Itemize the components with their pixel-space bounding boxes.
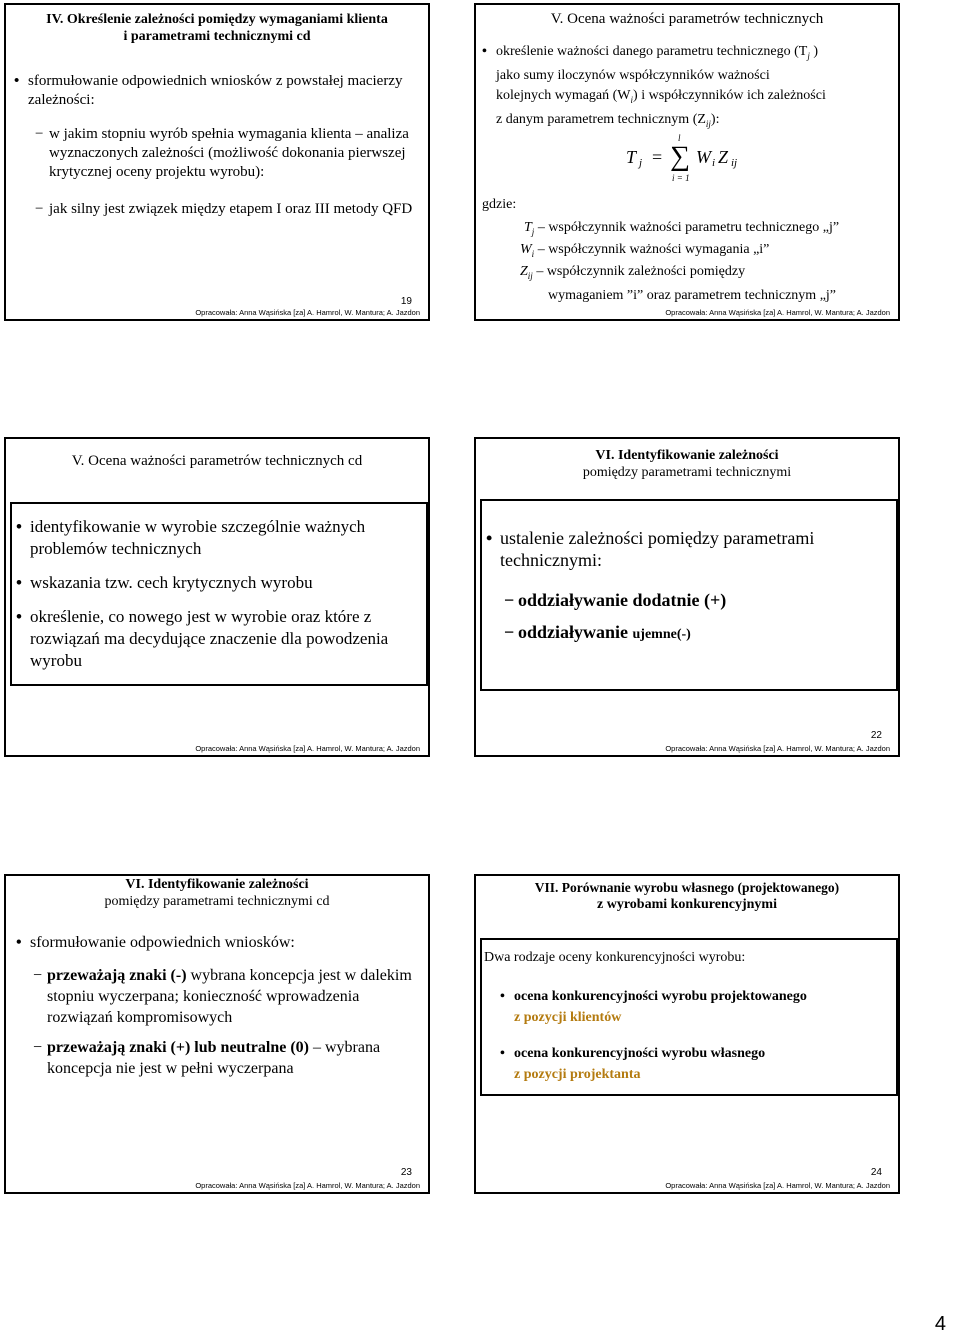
bullet-establish: • ustalenie zależności pomiędzy parametrami technicznymi:	[500, 527, 890, 571]
title-line-2: pomiędzy parametrami technicznymi	[582, 465, 792, 480]
content-box	[10, 502, 428, 686]
dash-link: − jak silny jest związek między etapem I oraz III metody QFD	[49, 200, 424, 219]
title-line-2: z wyrobami konkurencyjnymi	[597, 897, 777, 912]
text-part: określenie ważności danego parametru technicznego (T	[496, 44, 808, 59]
def-text: współczynnik zależności pomiędzy	[546, 264, 746, 279]
bullet-critical: • wskazania tzw. cech krytycznych wyrobu	[30, 572, 420, 594]
slide-22	[474, 437, 900, 757]
page-number: 4	[934, 1313, 946, 1335]
dash-plus	[47, 1037, 422, 1079]
slide-footer: Opracowała: Anna Wąsińska [za] A. Hamrol, W. Mantura; A. Jazdon	[195, 308, 420, 317]
slide-footer: Opracowała: Anna Wąsińska [za] A. Hamrol, W. Mantura; A. Jazdon	[665, 744, 890, 753]
bullet-designer	[514, 1043, 894, 1085]
bullet-conclusions: • sformułowanie odpowiednich wniosków z powstałej macierzy zależności:	[28, 72, 418, 110]
def-Z: $Z_{ij}$ – współczynnik zależności pomiędzy	[520, 264, 746, 281]
slide-22-title	[476, 447, 898, 481]
text-part: – wybrana koncepcja nie jest w pełni wyczerpana	[47, 1039, 381, 1077]
dash-negative	[518, 621, 888, 646]
text-part: z danym parametrem technicznym (Z	[496, 111, 706, 127]
gdzie-label: gdzie:	[482, 197, 517, 212]
bullet-importance: • określenie ważności danego parametru technicznego ($T_j$ ) jako sumy iloczynów współczynników ważności kolejnych wymagań $(W_i)$ i współczynników ich zależności z danym parametrem technicznym $(Z_{ij})$:	[496, 42, 896, 133]
dash-degree: − w jakim stopniu wyrób spełnia wymagania klienta – analiza wyznaczonych zależności (możliwość dokonania pierwszej krytycznej oceny projektu wyrobu):	[49, 125, 419, 182]
def-text: współczynnik ważności wymagania „i”	[548, 242, 770, 257]
slide-20-title: V. Ocena ważności parametrów technicznych	[550, 11, 824, 27]
slide-24	[474, 874, 900, 1194]
content-box	[480, 938, 898, 1096]
text-part: jako sumy iloczynów współczynników ważności	[496, 67, 770, 83]
slide-21	[4, 437, 430, 757]
formula	[626, 133, 746, 185]
dash-minus	[47, 965, 422, 1028]
slide-number: 22	[870, 730, 882, 741]
slide-footer: Opracowała: Anna Wąsińska [za] A. Hamrol, W. Mantura; A. Jazdon	[665, 1181, 890, 1190]
text-part: przeważają znaki (+) lub neutralne (0)	[47, 1039, 309, 1056]
slide-24-title	[476, 879, 898, 913]
formula-T-sub: j	[639, 157, 643, 169]
def-text: współczynnik ważności parametru technicznego „j”	[548, 220, 840, 235]
text-part: wybrana koncepcja jest w dalekim stopniu wyczerpana; konieczność wprowadzenia rozwiązań kompromisowych	[47, 967, 412, 1026]
formula-eq: =	[652, 147, 663, 167]
slide-23-title	[6, 876, 428, 910]
formula-W-sub: i	[712, 157, 716, 169]
slide-footer: Opracowała: Anna Wąsińska [za] A. Hamrol, W. Mantura; A. Jazdon	[195, 744, 420, 753]
dash-positive: − oddziaływanie dodatnie (+)	[518, 589, 888, 611]
slide-23	[4, 874, 430, 1194]
formula-bottom: i = 1	[672, 173, 690, 183]
slide-footer: Opracowała: Anna Wąsińska [za] A. Hamrol, W. Mantura; A. Jazdon	[665, 308, 890, 317]
slide-footer: Opracowała: Anna Wąsińska [za] A. Hamrol, W. Mantura; A. Jazdon	[195, 1181, 420, 1190]
text-part: kolejnych wymagań (W	[496, 87, 631, 103]
slide-19-title	[6, 11, 428, 45]
title-line-2: pomiędzy parametrami technicznymi cd	[104, 894, 330, 909]
title-line-1: IV. Określenie zależności pomiędzy wymaganiami klienta	[46, 12, 388, 27]
text-part: ocena konkurencyjności wyrobu projektowanego	[514, 989, 807, 1004]
title-line-1: VI. Identyfikowanie zależności	[595, 448, 779, 463]
formula-sum: ∑	[670, 141, 690, 172]
slide-20	[474, 3, 900, 321]
slide-19	[4, 3, 430, 321]
text-part: oddziaływanie	[518, 622, 629, 642]
bullet-conclusions: • sformułowanie odpowiednich wniosków:	[30, 933, 420, 952]
title-line-2: i parametrami technicznymi cd	[123, 29, 311, 44]
slide-number: 23	[400, 1167, 412, 1178]
formula-W: W	[696, 147, 711, 167]
slide-21-title: V. Ocena ważności parametrów technicznych cd	[71, 453, 363, 469]
intro-text: Dwa rodzaje oceny konkurencyjności wyrobu:	[484, 950, 746, 965]
slide-number: 24	[870, 1167, 882, 1178]
formula-T: T	[626, 147, 637, 167]
def-W: $W_i$ – współczynnik ważności wymagania „i”	[520, 242, 770, 259]
text-part: z pozycji projektanta	[514, 1067, 641, 1082]
formula-Z: Z	[718, 147, 729, 167]
slide-number: 19	[400, 296, 412, 307]
bullet-client	[514, 986, 894, 1028]
content-box	[480, 499, 898, 691]
text-part: z pozycji klientów	[514, 1010, 622, 1025]
formula-top: l	[678, 133, 681, 143]
title-line-1: VI. Identyfikowanie zależności	[125, 877, 309, 892]
text-part: ujemne(-)	[632, 627, 691, 642]
text-part: ocena konkurencyjności wyrobu własnego	[514, 1046, 766, 1061]
text-part: przeważają znaki (-)	[47, 967, 187, 984]
def-T: $T_j$ – współczynnik ważności parametru technicznego „j”	[524, 220, 840, 237]
def-Z-cont: wymaganiem ”i” oraz parametrem technicznym „j”	[548, 288, 837, 303]
title-line-1: VII. Porównanie wyrobu własnego (projektowanego)	[534, 880, 840, 895]
formula-Z-sub: ij	[731, 157, 738, 169]
bullet-new: • określenie, co nowego jest w wyrobie oraz które z rozwiązań ma decydujące znaczenie dla powodzenia wyrobu	[30, 606, 420, 672]
bullet-identify: • identyfikowanie w wyrobie szczególnie ważnych problemów technicznych	[30, 516, 420, 560]
text-part: ) i współczynników ich zależności	[633, 87, 826, 103]
